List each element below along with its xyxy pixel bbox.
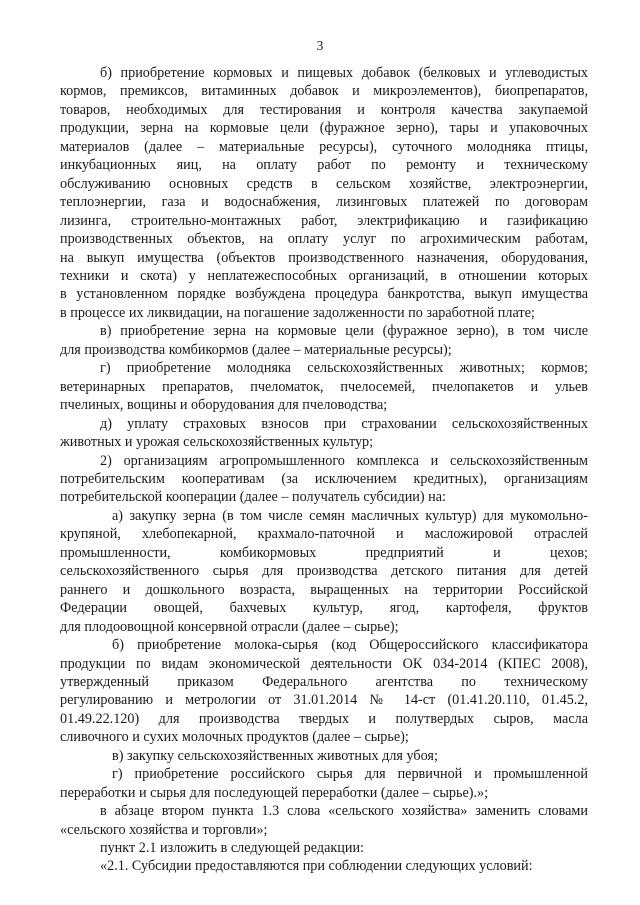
text-line: инкубационных яиц, на оплату работ по ремонту и техническому: [60, 157, 588, 174]
text-line: б) приобретение молока-сырья (код Общероссийского классификатора: [112, 637, 588, 654]
text-line: д) уплату страховых взносов при страховании сельскохозяйственных: [100, 415, 588, 432]
text-line: Федерации овощей, бахчевых культур, ягод, картофеля, фруктов: [60, 600, 588, 617]
text-line: производственных объектов, на оплату услуг по агрохимическим работам,: [60, 231, 588, 248]
text-line: продукции, зерна на кормовые цели (фуражное зерно), тары и упаковочных: [60, 120, 588, 137]
text-line: крупяной, хлебопекарной, крахмало-паточной и масложировой отраслей: [60, 526, 588, 543]
text-line: техники и скота) у неплатежеспособных организаций, в отношении которых: [60, 267, 588, 284]
text-line: животных и урожая сельскохозяйственных культур;: [60, 434, 374, 451]
text-line: материалов (далее – материальные ресурсы), суточного молодняка птицы,: [60, 138, 588, 155]
text-line: а) закупку зерна (в том числе семян масличных культур) для мукомольно-: [112, 507, 588, 524]
text-line: г) приобретение российского сырья для первичной и промышленной: [112, 766, 588, 783]
text-line: промышленности, комбикормовых предприятий и цехов;: [60, 544, 588, 561]
text-line: в) приобретение зерна на кормовые цели (фуражное зерно), в том числе: [100, 323, 588, 340]
text-line: для плодоовощной консервной отрасли (далее – сырье);: [60, 618, 399, 635]
text-line: в установленном порядке возбуждена процедура банкротства, выкуп имущества: [60, 286, 588, 303]
text-line: сельскохозяйственного сырья для производства детского питания для детей: [60, 563, 588, 580]
text-line: потребительской кооперации (далее – получатель субсидии) на:: [60, 489, 446, 506]
text-line: теплоэнергии, газа и водоснабжения, лизинговых платежей по договорам: [60, 194, 588, 211]
text-line: ветеринарных препаратов, пчеломаток, пчелосемей, пчелопакетов и ульев: [60, 378, 588, 395]
text-line: товаров, необходимых для тестирования и контроля качества закупаемой: [60, 101, 588, 118]
text-line: обслуживанию основных средств в сельском хозяйстве, электроэнергии,: [60, 175, 588, 192]
text-line: б) приобретение кормовых и пищевых добавок (белковых и углеводистых: [100, 65, 588, 81]
text-line: переработки и сырья для последующей переработки (далее – сырье).»;: [60, 784, 489, 801]
text-line: в абзаце втором пункта 1.3 слова «сельского хозяйства» заменить словами: [100, 803, 588, 820]
text-line: утвержденный приказом Федерального агентства по техническому: [60, 673, 588, 690]
text-line: продукции по видам экономической деятельности ОК 034-2014 (КПЕС 2008),: [60, 655, 588, 672]
text-line: пчелиных, вощины и оборудования для пчеловодства;: [60, 397, 388, 414]
text-line: раннего и дошкольного возраста, выращенных на территории Российской: [60, 581, 588, 598]
text-line: пункт 2.1 изложить в следующей редакции:: [100, 840, 364, 857]
text-line: кормов, премиксов, витаминных добавок и микроэлементов), биопрепаратов,: [60, 83, 588, 100]
text-line: сливочного и сухих молочных продуктов (далее – сырье);: [60, 729, 409, 746]
page-number: 3: [316, 38, 324, 53]
text-line: «2.1. Субсидии предоставляются при соблюдении следующих условий:: [100, 858, 533, 875]
text-line: потребительским кооперативам (за исключением кредитных), организациям: [60, 470, 588, 487]
text-line: в) закупку сельскохозяйственных животных для убоя;: [112, 747, 438, 764]
text-line: 01.49.22.120) для производства твердых и полутвердых сыров, масла: [60, 710, 588, 727]
text-line: для производства комбикормов (далее – материальные ресурсы);: [60, 341, 452, 358]
text-line: регулированию и метрологии от 31.01.2014 № 14-ст (01.41.20.110, 01.45.2,: [60, 692, 588, 709]
text-line: лизинга, строительно-монтажных работ, электрификацию и газификацию: [60, 212, 588, 229]
text-line: «сельского хозяйства и торговли»;: [60, 821, 268, 838]
text-line: в процессе их ликвидации, на погашение задолженности по заработной плате;: [60, 304, 535, 321]
text-line: на выкуп имущества (объектов производственного назначения, оборудования,: [60, 249, 588, 266]
text-line: г) приобретение молодняка сельскохозяйственных животных; кормов;: [100, 360, 588, 377]
document-body: [60, 64, 588, 876]
text-line: 2) организациям агропромышленного комплекса и сельскохозяйственным: [100, 452, 588, 469]
